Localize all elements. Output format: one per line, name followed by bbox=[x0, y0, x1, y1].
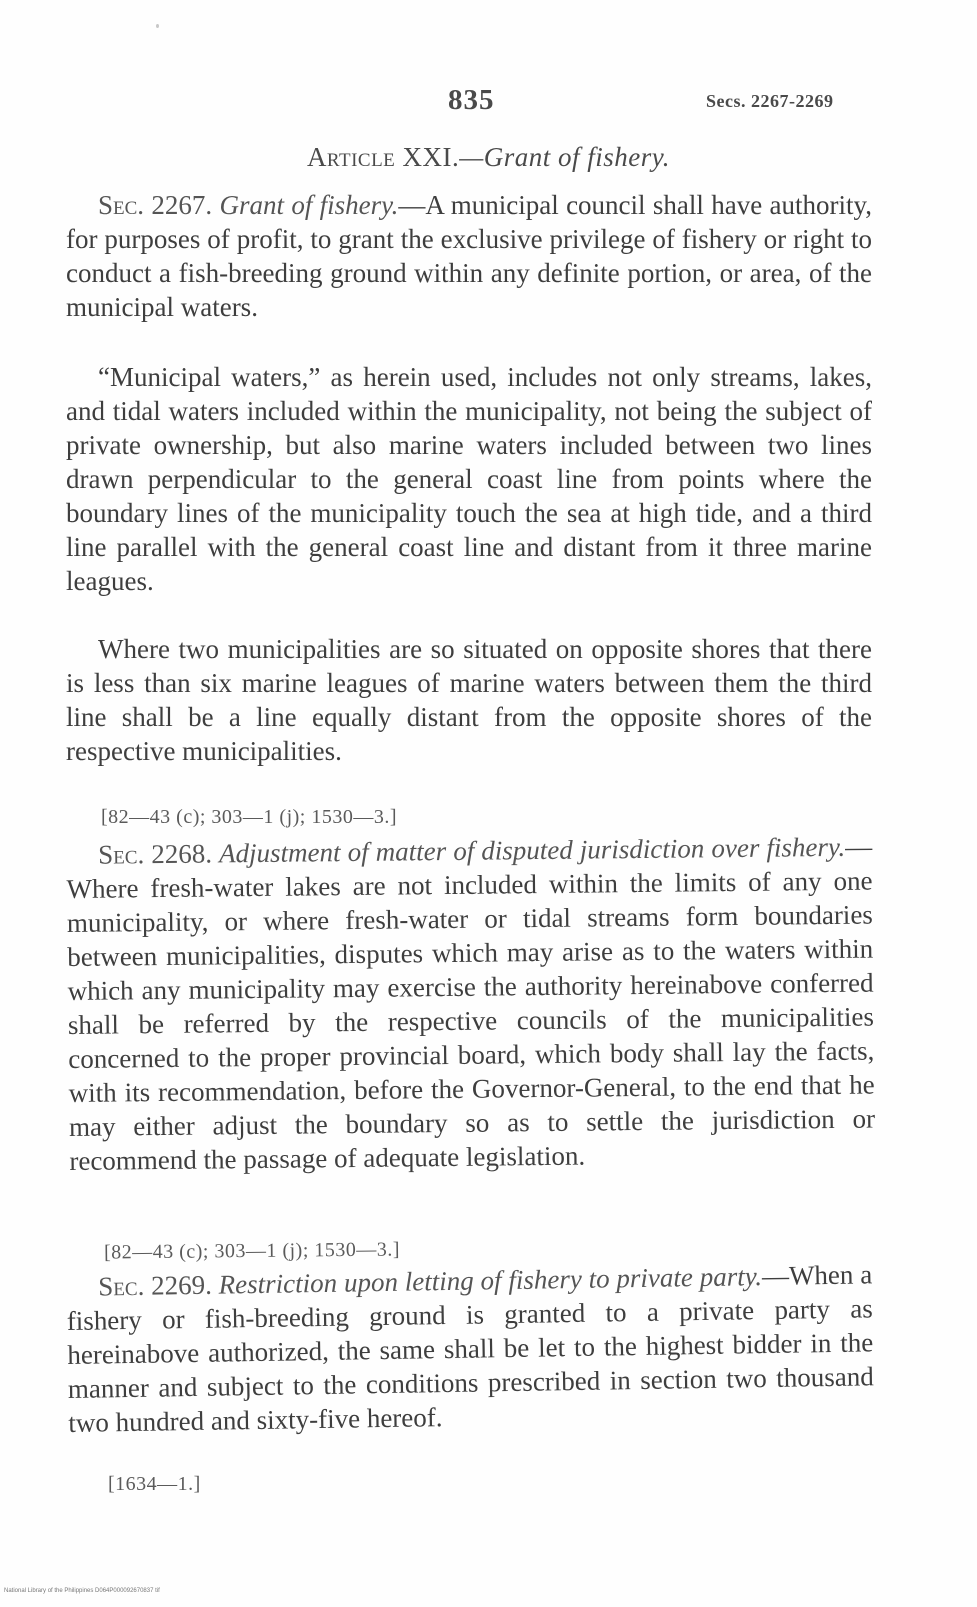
section-text: —When a fishery or fish-breeding ground is granted to a private party as hereinabove authorized, the same shall be let to the highest bidder in the manner and subject to the conditions prescribed in section two thousand two hundred and sixty-five hereof. bbox=[66, 1259, 875, 1438]
section-title: Grant of fishery. bbox=[219, 190, 399, 220]
citation-2268: [82—43 (c); 303—1 (j); 1530—3.] bbox=[103, 1238, 401, 1264]
section-2268 bbox=[66, 830, 876, 1178]
section-text: —A municipal council shall have authority, for purposes of profit, to grant the exclusive privilege of fishery or right to conduct a fish-breeding ground within any definite portion, or area, of the municipal waters. bbox=[66, 190, 872, 322]
section-range-header: Secs. 2267-2269 bbox=[706, 91, 834, 111]
article-label: Article XXI. bbox=[306, 142, 460, 172]
paragraph-municipal-waters bbox=[66, 360, 872, 598]
section-title: Restriction upon letting of fishery to private party. bbox=[218, 1261, 763, 1300]
citation-2267: [82—43 (c); 303—1 (j); 1530—3.] bbox=[101, 806, 398, 828]
article-heading bbox=[0, 142, 977, 173]
page-number: 835 bbox=[448, 84, 495, 116]
section-text: —Where fresh-water lakes are not included within the limits of any one municipality, or where fresh-water or tidal streams form boundaries between municipalities, disputes which may arise as to the waters within which any municipality may exercise the authority hereinabove conferred shall be referred by the respective councils of the municipalities concerned to the proper provincial board, which body shall lay the facts, with its recommendation, before the Governor-General, to the end that he may either adjust the boundary so as to settle the jurisdiction or recommend the passage of adequate legislation. bbox=[66, 831, 876, 1176]
citation-2269: [1634—1.] bbox=[108, 1473, 201, 1495]
section-label: Sec. 2269. bbox=[98, 1269, 213, 1302]
section-label: Sec. 2267. bbox=[98, 190, 213, 220]
section-paragraph bbox=[66, 188, 872, 324]
article-title: —Grant of fishery. bbox=[459, 142, 671, 172]
section-label: Sec. 2268. bbox=[98, 838, 213, 870]
section-paragraph bbox=[66, 1257, 875, 1440]
section-title: Adjustment of matter of disputed jurisdiction over fishery. bbox=[218, 831, 846, 869]
section-2269 bbox=[66, 1257, 875, 1440]
scan-speck bbox=[156, 24, 159, 28]
scan-footer-note: National Library of the Philippines D064P000092670837 tif bbox=[4, 1588, 160, 1594]
section-paragraph bbox=[66, 830, 876, 1178]
paragraph-two-municipalities bbox=[66, 632, 872, 768]
section-paragraph: Where two municipalities are so situated on opposite shores that there is less than six marine leagues of marine waters between them the third line shall be a line equally distant from the opposite shores of the respective municipalities. bbox=[66, 634, 872, 766]
section-2267 bbox=[66, 188, 872, 324]
section-paragraph: “Municipal waters,” as herein used, includes not only streams, lakes, and tidal waters included within the municipality, not being the subject of private ownership, but also marine waters included between two lines drawn perpendicular to the general coast line from points where the boundary lines of the municipality touch the sea at high tide, and a third line parallel with the general coast line and distant from it three marine leagues. bbox=[66, 362, 872, 596]
